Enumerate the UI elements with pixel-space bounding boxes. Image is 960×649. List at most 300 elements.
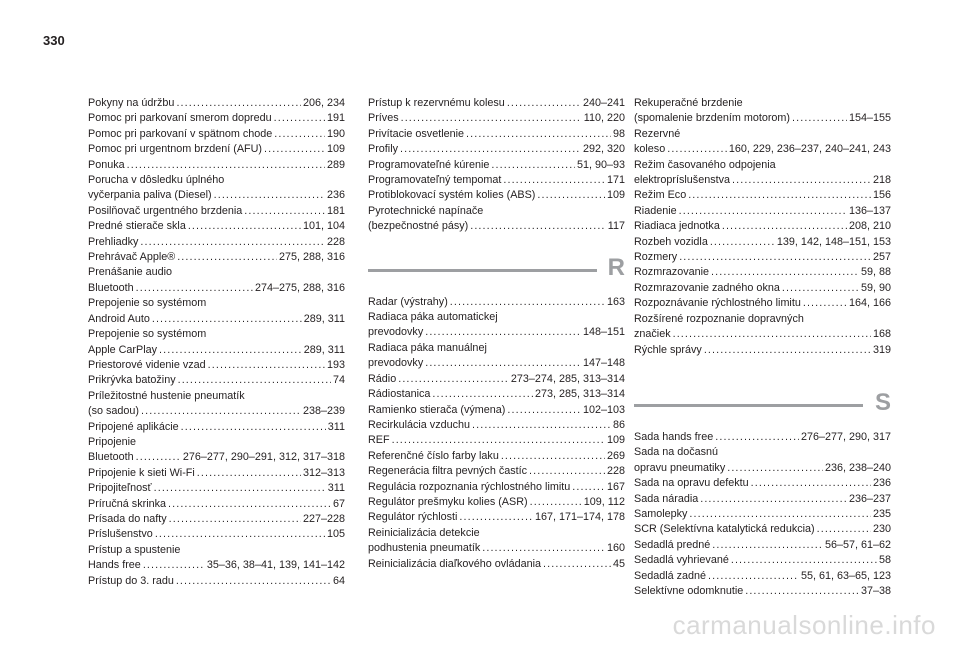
index-entry — [634, 96, 891, 127]
index-term: Príležitostné hustenie pneumatík — [88, 389, 245, 402]
index-term: Pomoc pri urgentnom brzdení (AFU) — [88, 143, 263, 156]
dot-leader — [169, 512, 301, 527]
index-pages: 45 — [612, 557, 625, 570]
index-line — [88, 574, 345, 589]
index-term: Prístup k rezervnému kolesu — [368, 97, 505, 109]
dot-leader — [152, 312, 302, 327]
index-entry — [88, 158, 345, 173]
dot-leader — [470, 219, 606, 234]
index-term: Pokyny na údržbu — [88, 97, 175, 109]
index-term: Radiaca páka manuálnej — [368, 341, 487, 354]
dot-leader — [450, 295, 605, 310]
index-term: Sada na opravu defektu — [634, 477, 749, 490]
index-entry — [88, 543, 345, 574]
dot-leader — [425, 325, 581, 340]
index-entry — [634, 312, 891, 343]
index-line — [634, 538, 891, 553]
index-term: (so sadou) — [88, 405, 140, 418]
index-entry — [88, 296, 345, 327]
index-pages: 171 — [606, 174, 625, 187]
index-term: Recirkulácia vzduchu — [368, 418, 471, 431]
index-pages: 86 — [612, 418, 625, 431]
index-line — [634, 204, 891, 219]
index-entry — [88, 373, 345, 388]
index-pages: 312–313 — [302, 466, 345, 479]
index-entry — [368, 158, 625, 173]
index-term: Protiblokovací systém kolies (ABS) — [368, 189, 536, 202]
index-entry — [88, 466, 345, 481]
index-term: Selektívne odomknutie — [634, 584, 744, 597]
index-line — [634, 327, 891, 342]
dot-leader — [425, 356, 581, 371]
index-line — [634, 343, 891, 358]
index-term: Riadiaca jednotka — [634, 220, 720, 233]
index-entry — [368, 111, 625, 126]
index-line — [88, 558, 345, 573]
index-entry — [634, 250, 891, 265]
index-line — [368, 464, 625, 479]
index-line — [634, 111, 891, 126]
index-line — [88, 250, 345, 265]
dot-leader — [432, 387, 533, 402]
index-term: Profily — [368, 143, 398, 156]
dot-leader — [459, 510, 533, 525]
index-line — [368, 526, 625, 541]
index-term: Rozbeh vozidla — [634, 235, 708, 248]
index-term: Prístup do 3. radu — [88, 574, 174, 587]
index-column-right — [634, 96, 891, 599]
index-pages: 181 — [326, 204, 345, 217]
index-entry — [88, 497, 345, 512]
index-entry — [88, 527, 345, 542]
dot-leader — [401, 111, 582, 126]
index-term: Priestorové videnie vzad — [88, 358, 206, 371]
index-term: Bluetooth — [88, 281, 134, 294]
index-pages: 167, 171–174, 178 — [534, 511, 625, 524]
index-term: opravu pneumatiky — [634, 461, 726, 474]
dot-leader — [543, 557, 611, 572]
index-term: Sedadlá predné — [634, 538, 711, 551]
index-pages: 236 — [326, 189, 345, 202]
index-line — [634, 142, 891, 157]
index-term: Príves — [368, 112, 399, 125]
index-pages: 191 — [326, 112, 345, 125]
dot-leader — [214, 188, 325, 203]
section-rule — [368, 269, 597, 272]
index-pages: 168 — [872, 328, 891, 341]
index-pages: 51, 90–93 — [576, 158, 625, 171]
index-line — [368, 142, 625, 157]
index-term: Pripojené aplikácie — [88, 420, 179, 433]
index-line — [368, 188, 625, 203]
index-pages: 139, 142, 148–151, 153 — [776, 235, 891, 248]
section-rule — [634, 404, 863, 407]
dot-leader — [466, 127, 611, 142]
index-entry — [634, 584, 891, 599]
dot-leader — [159, 343, 302, 358]
index-term: Pripojenie k sieti Wi-Fi — [88, 466, 195, 479]
index-line — [634, 445, 891, 460]
index-entry — [88, 435, 345, 466]
index-entry — [88, 512, 345, 527]
index-line — [634, 584, 891, 599]
index-pages: 109, 112 — [583, 495, 625, 508]
index-entry — [88, 204, 345, 219]
dot-leader — [530, 495, 582, 510]
index-list — [368, 295, 625, 572]
index-pages: 109 — [326, 143, 345, 156]
index-line — [634, 188, 891, 203]
index-pages: 147–148 — [582, 357, 625, 370]
dot-leader — [712, 538, 823, 553]
index-term: Pripojiteľnosť — [88, 482, 152, 495]
index-term: REF — [368, 434, 390, 447]
index-entry — [634, 492, 891, 507]
index-entry — [368, 295, 625, 310]
index-entry — [634, 507, 891, 522]
index-term: Rozšírené rozpoznanie dopravných — [634, 312, 804, 325]
index-term: vyčerpania paliva (Diesel) — [88, 189, 212, 202]
dot-leader — [782, 281, 859, 296]
dot-leader — [472, 418, 611, 433]
index-term: Referenčné číslo farby laku — [368, 449, 499, 462]
index-line — [368, 127, 625, 142]
index-entry — [368, 387, 625, 402]
index-pages: 276–277, 290, 317 — [800, 430, 891, 443]
index-pages: 289 — [326, 158, 345, 171]
dot-leader — [178, 373, 331, 388]
index-term: Prenášanie audio — [88, 266, 173, 279]
index-pages: 56–57, 61–62 — [824, 538, 891, 551]
dot-leader — [751, 476, 871, 491]
index-term: Pomoc pri parkovaní v spätnom chode — [88, 127, 273, 140]
index-line — [368, 295, 625, 310]
dot-leader — [136, 281, 253, 296]
dot-leader — [244, 204, 325, 219]
index-term: podhustenia pneumatík — [368, 542, 481, 555]
index-line — [88, 219, 345, 234]
index-entry — [88, 420, 345, 435]
index-term: Rozmrazovanie zadného okna — [634, 281, 780, 294]
index-entry — [634, 204, 891, 219]
dot-leader — [143, 558, 205, 573]
index-entry — [368, 464, 625, 479]
index-term: SCR (Selektívna katalytická redukcia) — [634, 523, 815, 536]
index-line — [88, 327, 345, 342]
dot-leader — [208, 358, 325, 373]
index-pages: 218 — [872, 174, 891, 187]
index-line — [634, 235, 891, 250]
dot-leader — [176, 574, 331, 589]
index-pages: 235 — [872, 507, 891, 520]
index-line — [88, 111, 345, 126]
index-pages: 156 — [872, 189, 891, 202]
index-term: Sada hands free — [634, 430, 714, 443]
index-pages: 236, 238–240 — [824, 461, 891, 474]
index-pages: 275, 288, 316 — [278, 251, 345, 264]
index-list — [634, 96, 891, 358]
index-entry — [88, 327, 345, 358]
index-pages: 193 — [326, 358, 345, 371]
dot-leader — [141, 404, 301, 419]
dot-leader — [792, 111, 847, 126]
dot-leader — [197, 466, 301, 481]
index-pages: 206, 234 — [302, 97, 345, 109]
dot-leader — [264, 142, 325, 157]
index-line — [368, 449, 625, 464]
index-pages: 257 — [872, 251, 891, 264]
index-line — [368, 541, 625, 556]
index-line — [88, 373, 345, 388]
index-entry — [634, 296, 891, 311]
index-term: Sada náradia — [634, 492, 699, 505]
index-entry — [634, 265, 891, 280]
index-line — [88, 435, 345, 450]
dot-leader — [704, 343, 871, 358]
dot-leader — [708, 569, 799, 584]
index-line — [368, 510, 625, 525]
index-line — [368, 495, 625, 510]
index-pages: 98 — [612, 127, 625, 140]
index-pages: 289, 311 — [303, 343, 345, 356]
index-line — [368, 219, 625, 234]
index-term: Regulácia rozpoznania rýchlostného limitu — [368, 480, 571, 493]
index-entry — [634, 235, 891, 250]
index-term: Rekuperačné brzdenie — [634, 97, 743, 109]
index-line — [88, 404, 345, 419]
index-line — [88, 389, 345, 404]
dot-leader — [507, 96, 581, 111]
index-line — [634, 158, 891, 173]
index-line — [634, 219, 891, 234]
index-entry — [368, 480, 625, 495]
watermark: carmanualsonline.info — [672, 610, 936, 640]
index-line — [88, 96, 345, 111]
index-pages: 289, 311 — [303, 312, 345, 325]
dot-leader — [529, 464, 605, 479]
index-line — [634, 265, 891, 280]
index-term: Prepojenie so systémom — [88, 328, 207, 341]
index-pages: 154–155 — [848, 112, 891, 125]
section-letter: R — [607, 253, 625, 281]
index-line — [634, 569, 891, 584]
dot-leader — [155, 527, 325, 542]
index-pages: 274–275, 288, 316 — [254, 281, 345, 294]
index-column-left — [88, 96, 345, 589]
index-pages: 59, 88 — [860, 266, 891, 279]
index-entry — [634, 445, 891, 476]
index-entry — [634, 127, 891, 158]
dot-leader — [572, 480, 605, 495]
index-entry — [634, 430, 891, 445]
index-term: Režim Eco — [634, 189, 687, 202]
index-line — [368, 387, 625, 402]
index-entry — [634, 522, 891, 537]
index-term: (bezpečnostné pásy) — [368, 220, 469, 233]
index-line — [88, 450, 345, 465]
index-entry — [368, 433, 625, 448]
index-pages: 64 — [332, 574, 345, 587]
dot-leader — [274, 111, 325, 126]
index-entry — [368, 127, 625, 142]
index-entry — [88, 250, 345, 265]
index-line — [88, 420, 345, 435]
dot-leader — [673, 327, 871, 342]
index-list — [368, 96, 625, 235]
index-entry — [88, 389, 345, 420]
index-pages: 101, 104 — [302, 220, 345, 233]
section-header-r — [368, 253, 625, 283]
index-line — [88, 173, 345, 188]
dot-leader — [503, 173, 605, 188]
dot-leader — [732, 173, 871, 188]
index-pages: 319 — [872, 343, 891, 356]
index-term: Radar (výstrahy) — [368, 295, 448, 308]
index-term: Rýchle správy — [634, 343, 702, 356]
dot-leader — [679, 250, 871, 265]
section-letter: S — [874, 388, 891, 416]
index-pages: 236 — [872, 477, 891, 490]
index-line — [88, 158, 345, 173]
index-line — [368, 173, 625, 188]
index-pages: 35–36, 38–41, 139, 141–142 — [206, 559, 345, 572]
index-term: Prehliadky — [88, 235, 139, 248]
index-pages: 55, 61, 63–65, 123 — [800, 569, 891, 582]
dot-leader — [679, 204, 847, 219]
index-term: Riadenie — [634, 204, 677, 217]
index-term: Pripojenie — [88, 435, 137, 448]
dot-leader — [731, 553, 877, 568]
index-entry — [88, 173, 345, 204]
index-term: Apple CarPlay — [88, 343, 158, 356]
dot-leader — [667, 142, 727, 157]
dot-leader — [491, 158, 575, 173]
index-line — [88, 296, 345, 311]
index-line — [634, 127, 891, 142]
index-entry — [634, 219, 891, 234]
index-line — [368, 418, 625, 433]
dot-leader — [154, 481, 326, 496]
index-line — [368, 341, 625, 356]
index-entry — [368, 557, 625, 572]
index-term: Rozpoznávanie rýchlostného limitu — [634, 297, 801, 310]
index-line — [634, 461, 891, 476]
index-pages: 164, 166 — [848, 297, 891, 310]
index-pages: 109 — [606, 434, 625, 447]
index-entry — [634, 476, 891, 491]
index-pages: 37–38 — [860, 584, 891, 597]
index-term: Bluetooth — [88, 451, 134, 464]
index-term: Privítacie osvetlenie — [368, 127, 465, 140]
dot-leader — [715, 430, 799, 445]
index-term: Porucha v dôsledku úplného — [88, 174, 225, 187]
index-entry — [88, 219, 345, 234]
index-entry — [368, 372, 625, 387]
dot-leader — [188, 219, 301, 234]
index-term: Ponuka — [88, 158, 125, 171]
index-list — [634, 430, 891, 599]
index-entry — [368, 403, 625, 418]
index-line — [368, 356, 625, 371]
index-pages: 269 — [606, 449, 625, 462]
section-header-s — [634, 388, 891, 418]
index-pages: 58 — [878, 554, 891, 567]
dot-leader — [392, 433, 605, 448]
index-pages: 311 — [327, 420, 345, 433]
index-entry — [368, 310, 625, 341]
index-term: Regulátor prešmyku kolies (ASR) — [368, 495, 528, 508]
index-entry — [634, 281, 891, 296]
index-pages: 160 — [606, 542, 625, 555]
index-term: Prepojenie so systémom — [88, 297, 207, 310]
index-term: Regulátor rýchlosti — [368, 511, 458, 524]
index-term: Posilňovač urgentného brzdenia — [88, 204, 243, 217]
index-term: Programovateľný tempomat — [368, 174, 502, 187]
index-list — [88, 96, 345, 589]
index-line — [88, 481, 345, 496]
index-pages: 163 — [606, 295, 625, 308]
index-entry — [368, 495, 625, 510]
index-pages: 160, 229, 236–237, 240–241, 243 — [728, 143, 891, 156]
index-line — [634, 96, 891, 111]
index-entry — [88, 96, 345, 111]
index-pages: 136–137 — [848, 204, 891, 217]
index-pages: 228 — [606, 465, 625, 478]
index-pages: 227–228 — [302, 512, 345, 525]
index-line — [88, 543, 345, 558]
dot-leader — [127, 158, 325, 173]
index-term: Príslušenstvo — [88, 528, 153, 541]
dot-leader — [507, 403, 581, 418]
index-line — [88, 188, 345, 203]
index-line — [88, 358, 345, 373]
index-entry — [88, 265, 345, 296]
index-term: Reinicializácia detekcie — [368, 526, 480, 539]
dot-leader — [181, 420, 326, 435]
index-entry — [634, 569, 891, 584]
index-pages: 240–241 — [582, 97, 625, 109]
index-column-middle — [368, 96, 625, 572]
index-line — [368, 204, 625, 219]
index-line — [368, 433, 625, 448]
index-term: Rozmrazovanie — [634, 266, 710, 279]
index-term: (spomalenie brzdením motorom) — [634, 112, 791, 125]
index-line — [88, 204, 345, 219]
dot-leader — [817, 522, 871, 537]
index-line — [368, 111, 625, 126]
index-line — [368, 325, 625, 340]
index-term: Hands free — [88, 559, 141, 572]
index-entry — [368, 204, 625, 235]
index-entry — [88, 111, 345, 126]
index-term: Príručná skrinka — [88, 497, 167, 510]
index-entry — [368, 449, 625, 464]
index-line — [368, 557, 625, 572]
index-term: Programovateľné kúrenie — [368, 158, 490, 171]
index-line — [88, 312, 345, 327]
index-line — [634, 430, 891, 445]
index-term: Prehrávač Apple® — [88, 251, 176, 264]
index-term: značiek — [634, 328, 671, 341]
index-pages: 238–239 — [302, 405, 345, 418]
index-line — [368, 372, 625, 387]
index-entry — [88, 142, 345, 157]
dot-leader — [700, 492, 847, 507]
index-term: Ramienko stierača (výmena) — [368, 403, 506, 416]
dot-leader — [727, 461, 823, 476]
index-line — [634, 296, 891, 311]
index-line — [634, 173, 891, 188]
